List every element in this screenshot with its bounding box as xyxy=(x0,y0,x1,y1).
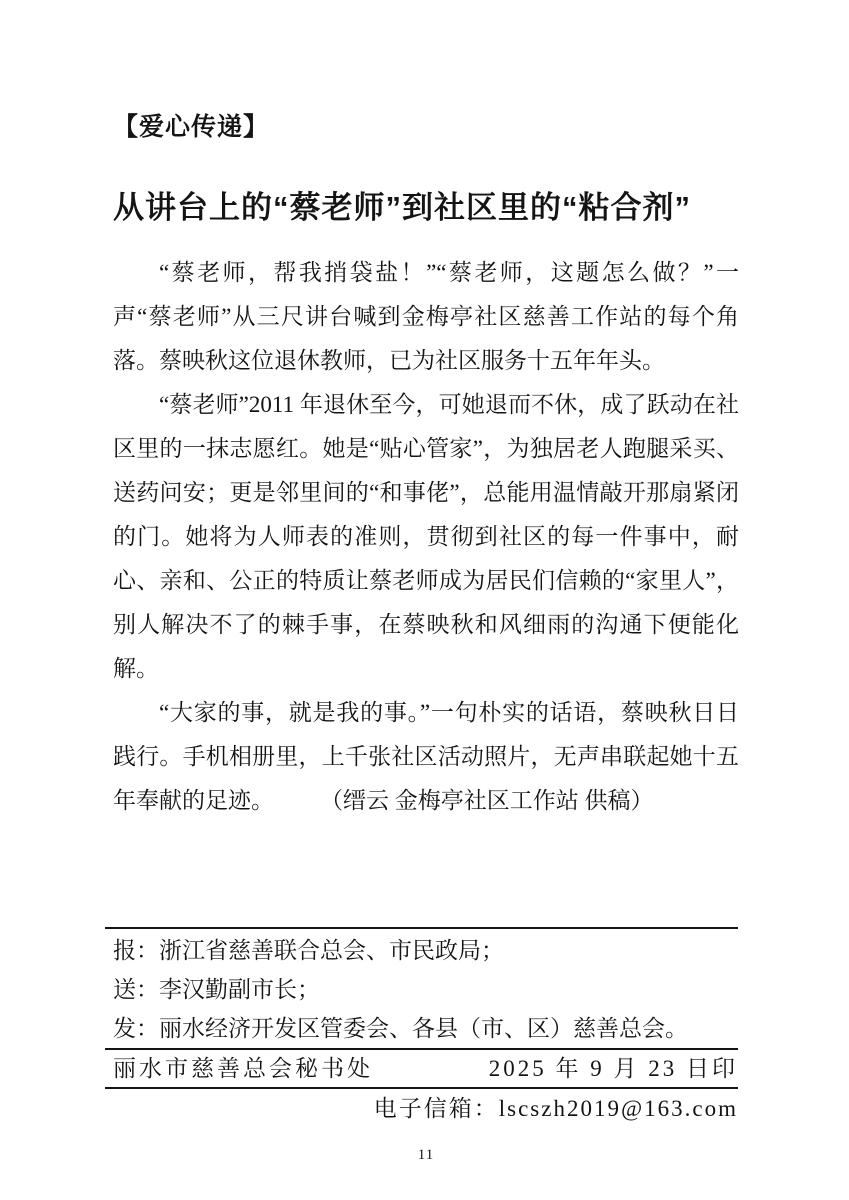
print-date: 2025 年 9 月 23 日印 xyxy=(488,1056,738,1081)
article-paragraph: “蔡老师”2011 年退休至今，可她退而不休，成了跃动在社区里的一抹志愿红。她是“贴心管家”，为独居老人跑腿采买、送药问安；更是邻里间的“和事佬”，总能用温情敲开那扇紧闭的门。她将为人师表的准则，贯彻到社区的每一件事中，耐心、亲和、公正的特质让蔡老师成为居民们信赖的“家里人”，别人解决不了的棘手事，在蔡映秋和风细雨的沟通下便能化解。 xyxy=(113,392,739,681)
article-body xyxy=(113,251,739,823)
email-line: 电子信箱：lscszh2019@163.com xyxy=(373,1096,738,1121)
section-tag: 【爱心传递】 xyxy=(113,113,270,141)
send-to-line: 送：李汉勤副市长； xyxy=(113,977,320,1002)
distribution-footer xyxy=(105,927,738,1129)
article-paragraph: “大家的事，就是我的事。”一句朴实的话语，蔡映秋日日践行。手机相册里，上千张社区活动照片，无声串联起她十五年奉献的足迹。 （缙云 金梅亭社区工作站 供稿） xyxy=(113,700,739,813)
article-title: 从讲台上的“蔡老师”到社区里的“粘合剂” xyxy=(113,190,691,225)
report-to-line: 报：浙江省慈善联合总会、市民政局； xyxy=(113,938,504,963)
distribution-list xyxy=(105,929,738,1048)
page-number: 11 xyxy=(417,1147,435,1163)
secretariat-name: 丽水市慈善总会秘书处 xyxy=(113,1056,373,1081)
imprint-row xyxy=(105,1048,738,1089)
issue-to-line: 发：丽水经济开发区管委会、各县（市、区）慈善总会。 xyxy=(113,1016,688,1041)
article-paragraph: “蔡老师，帮我捎袋盐！”“蔡老师，这题怎么做？”一声“蔡老师”从三尺讲台喊到金梅亭社区慈善工作站的每个角落。蔡映秋这位退休教师，已为社区服务十五年年头。 xyxy=(113,260,739,373)
